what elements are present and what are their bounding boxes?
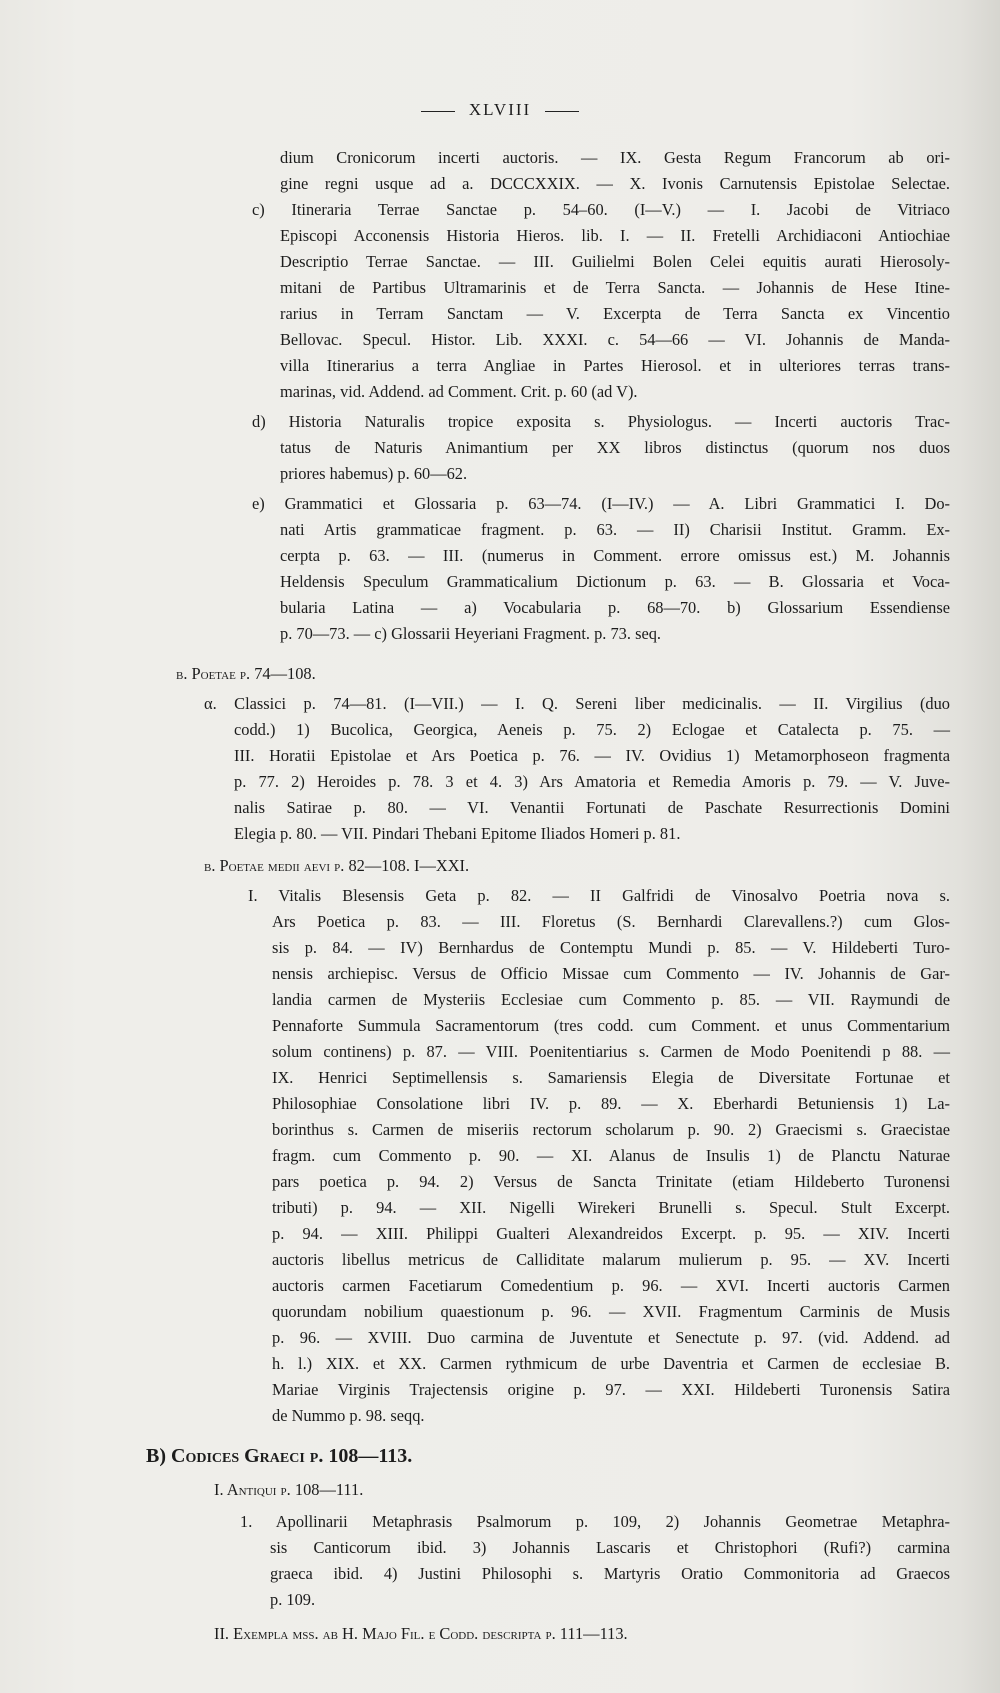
text-line: sis Canticorum ibid. 3) Johannis Lascaris et Christophori (Rufi?) carmina	[270, 1538, 950, 1557]
section-heading: B) Codices Graeci p. 108—113.	[146, 1445, 413, 1467]
text-line: solum continens) p. 87. — VIII. Poenitentiarius s. Carmen de Modo Poenitendi p 88. —	[272, 1042, 950, 1061]
text-line: Ars Poetica p. 83. — III. Floretus (S. Bernhardi Clarevallens.?) cum Glos-	[272, 912, 950, 931]
text-line: Heldensis Speculum Grammaticalium Dictionum p. 63. — B. Glossaria et Voca-	[280, 572, 950, 591]
text-line: Pennaforte Summula Sacramentorum (tres codd. cum Comment. et unus Commentarium	[272, 1016, 950, 1035]
text-line: auctoris libellus metricus de Calliditate malarum mulierum p. 95. — XV. Incerti	[272, 1250, 950, 1269]
text-line: nati Artis grammaticae fragment. p. 63. — II) Charisii Institut. Gramm. Ex-	[280, 520, 950, 539]
text-line: p. 77. 2) Heroides p. 78. 3 et 4. 3) Ars Amatoria et Remedia Amoris p. 79. — V. Juve-	[234, 772, 950, 791]
text-line: d) Historia Naturalis tropice exposita s. Physiologus. — Incerti auctoris Trac-	[252, 412, 950, 431]
text-line: bularia Latina — a) Vocabularia p. 68—70. b) Glossarium Essendiense	[280, 598, 950, 617]
text-line: nalis Satirae p. 80. — VI. Venantii Fortunati de Paschate Resurrectionis Domini	[234, 798, 950, 817]
text-line: quorundam nobilium quaestionum p. 96. — XVII. Fragmentum Carminis de Musis	[272, 1302, 950, 1321]
text-line: c) Itineraria Terrae Sanctae p. 54–60. (I—V.) — I. Jacobi de Vitriaco	[252, 200, 950, 219]
text-line: Descriptio Terrae Sanctae. — III. Guilielmi Bolen Celei equitis aurati Hierosoly-	[280, 252, 950, 271]
text-line: marinas, vid. Addend. ad Comment. Crit. p. 60 (ad V).	[280, 382, 638, 401]
text-line: tributi) p. 94. — XII. Nigelli Wirekeri Brunelli s. Specul. Stult Excerpt.	[272, 1198, 950, 1217]
text-line: tatus de Naturis Animantium per XX libros distinctus (quorum nos duos	[280, 438, 950, 457]
text-line: landia carmen de Mysteriis Ecclesiae cum Commento p. 85. — VII. Raymundi de	[272, 990, 950, 1009]
text-line: p. 96. — XVIII. Duo carmina de Juventute et Senectute p. 97. (vid. Addend. ad	[272, 1328, 950, 1347]
text-line: Mariae Virginis Trajectensis origine p. 97. — XXI. Hildeberti Turonensis Satira	[272, 1380, 950, 1399]
section-heading: b. Poetae p. 74—108.	[176, 664, 316, 683]
text-line: de Nummo p. 98. seqq.	[272, 1406, 425, 1425]
text-line: graeca ibid. 4) Justini Philosophi s. Martyris Oratio Commonitoria ad Graecos	[270, 1564, 950, 1583]
page-header	[0, 100, 1000, 120]
text-line: villa Itinerarius a terra Angliae in Partes Hierosol. et in ulteriores terras trans-	[280, 356, 950, 375]
text-line: 1. Apollinarii Metaphrasis Psalmorum p. 109, 2) Johannis Geometrae Metaphra-	[240, 1512, 950, 1531]
text-line: α. Classici p. 74—81. (I—VII.) — I. Q. Sereni liber medicinalis. — II. Virgilius (duo	[204, 694, 950, 713]
text-line: nensis archiepisc. Versus de Officio Missae cum Commento — IV. Johannis de Gar-	[272, 964, 950, 983]
text-line: p. 70—73. — c) Glossarii Heyeriani Fragment. p. 73. seq.	[280, 624, 662, 643]
text-line: p. 94. — XIII. Philippi Gualteri Alexandreidos Excerpt. p. 95. — XIV. Incerti	[272, 1224, 950, 1243]
text-line: borinthus s. Carmen de miseriis rectorum scholarum p. 90. 2) Graecismi s. Graecistae	[272, 1120, 950, 1139]
section-heading: β. Poetae medii aevi p. 82—108. I—XXI.	[204, 856, 470, 875]
text-line: p. 109.	[270, 1590, 316, 1609]
text-line: I. Vitalis Blesensis Geta p. 82. — II Galfridi de Vinosalvo Poetria nova s.	[248, 886, 950, 905]
text-line: codd.) 1) Bucolica, Georgica, Aeneis p. 75. 2) Eclogae et Catalecta p. 75. —	[234, 720, 950, 739]
text-line: Philosophiae Consolatione libri IV. p. 89. — X. Eberhardi Betuniensis 1) La-	[272, 1094, 950, 1113]
text-line: cerpta p. 63. — III. (numerus in Comment. errore omissus est.) M. Johannis	[280, 546, 950, 565]
text-line: Elegia p. 80. — VII. Pindari Thebani Epitome Iliados Homeri p. 81.	[234, 824, 681, 843]
section-heading: I. Antiqui p. 108—111.	[214, 1480, 364, 1499]
text-line: auctoris carmen Facetiarum Comedentium p. 96. — XVI. Incerti auctoris Carmen	[272, 1276, 950, 1295]
text-line: h. l.) XIX. et XX. Carmen rythmicum de urbe Daventria et Carmen de ecclesiae B.	[272, 1354, 950, 1373]
text-line: III. Horatii Epistolae et Ars Poetica p. 76. — IV. Ovidius 1) Metamorphoseon fragmenta	[234, 746, 950, 765]
text-line: fragm. cum Commento p. 90. — XI. Alanus de Insulis 1) de Planctu Naturae	[272, 1146, 950, 1165]
text-line: priores habemus) p. 60—62.	[280, 464, 468, 483]
page-number: XLVIII	[468, 100, 532, 119]
text-line: rarius in Terram Sanctam — V. Excerpta de Terra Sancta ex Vincentio	[280, 304, 950, 323]
text-line: dium Cronicorum incerti auctoris. — IX. Gesta Regum Francorum ab ori-	[280, 148, 950, 167]
text-line: Bellovac. Specul. Histor. Lib. XXXI. c. 54—66 — VI. Johannis de Manda-	[280, 330, 950, 349]
text-line: sis p. 84. — IV) Bernhardus de Contemptu Mundi p. 85. — V. Hildeberti Turo-	[272, 938, 950, 957]
text-line: Episcopi Acconensis Historia Hieros. lib. I. — II. Fretelli Archidiaconi Antiochiae	[280, 226, 950, 245]
text-line: e) Grammatici et Glossaria p. 63—74. (I—IV.) — A. Libri Grammatici I. Do-	[252, 494, 950, 513]
text-line: IX. Henrici Septimellensis s. Samariensis Elegia de Diversitate Fortunae et	[272, 1068, 950, 1087]
text-line: gine regni usque ad a. DCCCXXIX. — X. Ivonis Carnutensis Epistolae Selectae.	[280, 174, 950, 193]
text-line: pars poetica p. 94. 2) Versus de Sancta Trinitate (etiam Hildeberto Turonensi	[272, 1172, 950, 1191]
section-heading: II. Exempla mss. ab H. Majo Fil. e Codd. descripta p. 111—113.	[214, 1624, 628, 1643]
text-line: mitani de Partibus Ultramarinis et de Terra Sancta. — Johannis de Hese Itine-	[280, 278, 950, 297]
